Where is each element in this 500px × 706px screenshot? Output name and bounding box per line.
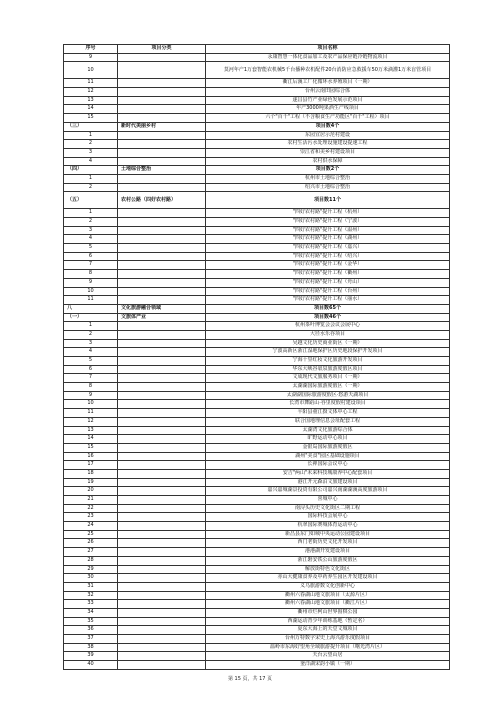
table-row — [64, 617, 450, 626]
table-row — [64, 426, 450, 435]
table-row — [64, 261, 450, 270]
serial-cell: 17 — [64, 461, 118, 470]
category-cell — [118, 218, 206, 227]
category-cell — [118, 339, 206, 348]
serial-cell: 22 — [64, 504, 118, 513]
table-row — [64, 556, 450, 565]
category-cell — [118, 652, 206, 661]
serial-cell: 8 — [64, 270, 118, 279]
category-cell — [118, 357, 206, 366]
category-cell — [118, 348, 206, 357]
table-row — [64, 643, 450, 652]
category-cell — [118, 79, 206, 88]
category-cell — [118, 478, 206, 487]
project-name-cell: "四好农村路"提升工程（衢州） — [206, 270, 450, 279]
project-name-cell: 莫河年产1万套智能农机械5千台播种农机配件20台消防应急救援车50万米滴灌1万米盲管项目 — [206, 62, 450, 79]
category-cell — [118, 565, 206, 574]
project-table — [63, 44, 450, 670]
project-name-cell: "四好农村路"提升工程（丽水） — [206, 296, 450, 305]
project-name-cell: 项目数4个 — [206, 122, 450, 131]
serial-cell: 14 — [64, 435, 118, 444]
serial-cell: 13 — [64, 426, 118, 435]
project-name-cell: "四好农村路"提升工程（嘉兴） — [206, 244, 450, 253]
serial-cell: 9 — [64, 391, 118, 400]
table-row — [64, 287, 450, 296]
serial-cell: （三） — [64, 122, 118, 131]
category-cell — [118, 426, 206, 435]
table-row — [64, 496, 450, 505]
serial-cell: 36 — [64, 626, 118, 635]
table-row — [64, 322, 450, 331]
category-cell — [118, 374, 206, 383]
project-name-cell: 大径水乐谷项目 — [206, 330, 450, 339]
table-row — [64, 174, 450, 183]
serial-cell: 37 — [64, 635, 118, 644]
serial-cell: （五） — [64, 192, 118, 209]
serial-cell: 11 — [64, 79, 118, 88]
serial-cell: 3 — [64, 226, 118, 235]
category-cell — [118, 522, 206, 531]
serial-cell: 38 — [64, 643, 118, 652]
serial-cell: 31 — [64, 582, 118, 591]
serial-cell: 9 — [64, 53, 118, 62]
header-project-name: 项目名称 — [206, 45, 450, 54]
project-name-cell: 项目数65个 — [206, 304, 450, 313]
project-name-cell: 西门老街历史文化开发项目 — [206, 539, 450, 548]
category-cell — [118, 530, 206, 539]
category-cell — [118, 365, 206, 374]
serial-cell: 2 — [64, 140, 118, 149]
table-row — [64, 461, 450, 470]
category-cell — [118, 400, 206, 409]
project-name-cell: 天台云望山居 — [206, 652, 450, 661]
category-cell — [118, 226, 206, 235]
category-cell — [118, 435, 206, 444]
category-cell — [118, 487, 206, 496]
project-name-cell: 夏东大海上的天堂文城项目 — [206, 626, 450, 635]
category-cell — [118, 148, 206, 157]
table-row — [64, 504, 450, 513]
table-row — [64, 131, 450, 140]
table-row — [64, 600, 450, 609]
serial-cell: 1 — [64, 131, 118, 140]
serial-cell: 12 — [64, 417, 118, 426]
project-name-cell: "四好农村路"提升工程（舟山） — [206, 278, 450, 287]
table-row — [64, 235, 450, 244]
table-row — [64, 105, 450, 114]
serial-cell: 11 — [64, 409, 118, 418]
project-name-cell: 文成现代文旅服务项目（一期） — [206, 374, 450, 383]
serial-cell: 20 — [64, 487, 118, 496]
category-cell — [118, 53, 206, 62]
project-name-cell: 港港湖开发建设项目 — [206, 548, 450, 557]
table-row — [64, 79, 450, 88]
serial-cell: 34 — [64, 608, 118, 617]
project-name-cell: 平阳县童江摄文体中心工程 — [206, 409, 450, 418]
category-cell — [118, 88, 206, 97]
serial-cell: 4 — [64, 157, 118, 166]
project-name-cell: 衢江后溪工厂化循环水养殖项目（一期） — [206, 79, 450, 88]
table-row — [64, 635, 450, 644]
category-cell — [118, 391, 206, 400]
category-cell — [118, 661, 206, 670]
table-row — [64, 330, 450, 339]
serial-cell: 8 — [64, 383, 118, 392]
serial-cell: 32 — [64, 591, 118, 600]
section-row — [64, 122, 450, 131]
table-row — [64, 62, 450, 79]
project-name-cell: 安吉"两山"未来科技城康养中心配套项目 — [206, 469, 450, 478]
category-cell — [118, 114, 206, 123]
table-row — [64, 591, 450, 600]
project-name-cell: 太湖湾文化旅游综合体 — [206, 426, 450, 435]
serial-cell: 10 — [64, 400, 118, 409]
category-cell — [118, 383, 206, 392]
serial-cell: 28 — [64, 556, 118, 565]
project-name-cell: 国际科技会展中心 — [206, 513, 450, 522]
project-name-cell: 农村生活污水处理设施建设提速工程 — [206, 140, 450, 149]
category-cell: 农村公路（四好农村路） — [118, 192, 206, 209]
project-name-cell: 新昌县东门如城中央运动公园建设项目 — [206, 530, 450, 539]
serial-cell: 3 — [64, 339, 118, 348]
table-row — [64, 339, 450, 348]
category-cell — [118, 62, 206, 79]
project-name-cell: 杭州茶叶博览会会议会展中心 — [206, 322, 450, 331]
project-name-cell: 长禅国际会议中心 — [206, 461, 450, 470]
category-cell — [118, 548, 206, 557]
project-name-cell: 联合国地理信息会址配套工程 — [206, 417, 450, 426]
project-name-cell: 喜城中心 — [206, 496, 450, 505]
table-row — [64, 391, 450, 400]
serial-cell: 5 — [64, 244, 118, 253]
category-cell — [118, 131, 206, 140]
header-category: 项目分类 — [118, 45, 206, 54]
serial-cell: 40 — [64, 661, 118, 670]
table-row — [64, 530, 450, 539]
table-row — [64, 409, 450, 418]
table-row — [64, 435, 450, 444]
project-name-cell: 东园宜居示范村建设 — [206, 131, 450, 140]
project-name-cell: 太湖湖国际旅游度假区（一期） — [206, 383, 450, 392]
table-row — [64, 88, 450, 97]
table-row — [64, 608, 450, 617]
category-cell — [118, 183, 206, 192]
serial-cell: 6 — [64, 365, 118, 374]
project-name-cell: "四好农村路"提升工程（台州） — [206, 287, 450, 296]
category-cell — [118, 140, 206, 149]
project-name-cell: 永康智慧一体化食品加工及农产品保应链冷链物流项目 — [206, 53, 450, 62]
section-row — [64, 313, 450, 322]
serial-cell: 30 — [64, 574, 118, 583]
serial-cell: 26 — [64, 539, 118, 548]
table-row — [64, 383, 450, 392]
project-name-cell: 赤山大健康食养及中药养生园区开发建设项目 — [206, 574, 450, 583]
serial-cell: 10 — [64, 62, 118, 79]
serial-cell: 18 — [64, 469, 118, 478]
category-cell — [118, 261, 206, 270]
project-name-cell: 湖州"美食"园区基础设施项目 — [206, 452, 450, 461]
serial-cell: 39 — [64, 652, 118, 661]
project-name-cell: 宁海十里红妆文化旅游开发项目 — [206, 357, 450, 366]
project-name-cell: 浙江磐安铁公山旅游度假区 — [206, 556, 450, 565]
table-row — [64, 548, 450, 557]
serial-cell: 14 — [64, 105, 118, 114]
table-header-row — [64, 45, 450, 54]
project-name-cell: 项目数2个 — [206, 166, 450, 175]
table-row — [64, 96, 450, 105]
category-cell — [118, 287, 206, 296]
category-cell — [118, 209, 206, 218]
serial-cell: 7 — [64, 261, 118, 270]
project-table-sheet — [63, 44, 449, 670]
serial-cell: 1 — [64, 174, 118, 183]
table-row — [64, 374, 450, 383]
project-name-cell: "四好农村路"提升工程（温州） — [206, 226, 450, 235]
project-name-cell: 旷野运动中心项目 — [206, 435, 450, 444]
table-row — [64, 417, 450, 426]
serial-cell: （四） — [64, 166, 118, 175]
category-cell — [118, 330, 206, 339]
table-row — [64, 244, 450, 253]
serial-cell: 35 — [64, 617, 118, 626]
project-name-cell: 华东大峡谷氡泉旅游度假区项目 — [206, 365, 450, 374]
table-row — [64, 565, 450, 574]
table-row — [64, 270, 450, 279]
category-cell — [118, 417, 206, 426]
table-row — [64, 652, 450, 661]
project-name-cell: 吴越文化历史商业街区（一期） — [206, 339, 450, 348]
table-row — [64, 478, 450, 487]
project-name-cell: 年产3000吨果酒生产线项目 — [206, 105, 450, 114]
table-row — [64, 226, 450, 235]
category-cell — [118, 235, 206, 244]
table-row — [64, 522, 450, 531]
serial-cell: 2 — [64, 330, 118, 339]
category-cell — [118, 443, 206, 452]
project-name-cell: "四好农村路"提升工程（绍兴） — [206, 252, 450, 261]
table-row — [64, 400, 450, 409]
project-name-cell: 太湖湖国际旅游度假区·悠游天湖项目 — [206, 391, 450, 400]
project-name-cell: 杭翠国际赛城体育运动中心 — [206, 522, 450, 531]
section-row — [64, 192, 450, 209]
category-cell — [118, 635, 206, 644]
category-cell — [118, 539, 206, 548]
serial-cell: 15 — [64, 443, 118, 452]
category-cell — [118, 608, 206, 617]
category-cell: 文化旅游融合领域 — [118, 304, 206, 313]
project-name-cell: "四好农村路"提升工程（杭州） — [206, 209, 450, 218]
category-cell: 土地综合整治 — [118, 166, 206, 175]
project-name-cell: 农村供水保障 — [206, 157, 450, 166]
category-cell — [118, 174, 206, 183]
category-cell — [118, 252, 206, 261]
project-name-cell: 义乌旅游数文化创新中心 — [206, 582, 450, 591]
category-cell — [118, 270, 206, 279]
table-row — [64, 140, 450, 149]
serial-cell: 4 — [64, 348, 118, 357]
project-name-cell: "四好农村路"提升工程（金华） — [206, 261, 450, 270]
table-row — [64, 218, 450, 227]
category-cell — [118, 582, 206, 591]
table-row — [64, 53, 450, 62]
serial-cell: 7 — [64, 374, 118, 383]
serial-cell: 1 — [64, 322, 118, 331]
category-cell — [118, 600, 206, 609]
project-name-cell: "四好农村路"提升工程（宁波） — [206, 218, 450, 227]
header-serial: 序号 — [64, 45, 118, 54]
table-row — [64, 539, 450, 548]
category-cell — [118, 244, 206, 253]
category-cell — [118, 96, 206, 105]
project-name-cell: 金银岛国际旅游度假区 — [206, 443, 450, 452]
project-name-cell: 遂昌县竹产业绿色发展示范项目 — [206, 96, 450, 105]
project-name-cell: 衢州六春湖山地文旅项目（太源片区） — [206, 591, 450, 600]
serial-cell: 10 — [64, 287, 118, 296]
category-cell — [118, 617, 206, 626]
project-name-cell: 台州万特数字宋史上海兴游乐度假项目 — [206, 635, 450, 644]
project-name-cell: 六个"百千"工程（不含粮食生产功能区"百千"工程）项目 — [206, 114, 450, 123]
serial-cell: 11 — [64, 296, 118, 305]
serial-cell: 9 — [64, 278, 118, 287]
category-cell — [118, 469, 206, 478]
table-row — [64, 183, 450, 192]
serial-cell: 1 — [64, 209, 118, 218]
category-cell — [118, 409, 206, 418]
category-cell — [118, 574, 206, 583]
project-name-cell: 崇江省和美乡村建设项目 — [206, 148, 450, 157]
table-row — [64, 348, 450, 357]
project-name-cell: 南浔头历史文化街区二期工程 — [206, 504, 450, 513]
project-name-cell: 衢州市烂柯山世界围棋公园 — [206, 608, 450, 617]
table-row — [64, 469, 450, 478]
serial-cell: 6 — [64, 252, 118, 261]
category-cell — [118, 452, 206, 461]
category-cell — [118, 556, 206, 565]
table-row — [64, 661, 450, 670]
serial-cell: 八 — [64, 304, 118, 313]
serial-cell: 15 — [64, 114, 118, 123]
project-name-cell: 项目数46个 — [206, 313, 450, 322]
serial-cell: 24 — [64, 522, 118, 531]
project-name-cell: 台州云南田园综合体 — [206, 88, 450, 97]
table-body — [64, 53, 450, 669]
table-row — [64, 148, 450, 157]
project-name-cell: 温岭市东海好望角全域旅游提升项目（曙光湾片区） — [206, 643, 450, 652]
table-row — [64, 357, 450, 366]
table-row — [64, 487, 450, 496]
table-row — [64, 582, 450, 591]
table-row — [64, 278, 450, 287]
serial-cell: 25 — [64, 530, 118, 539]
serial-cell: 4 — [64, 235, 118, 244]
category-cell — [118, 157, 206, 166]
serial-cell: 29 — [64, 565, 118, 574]
section-row — [64, 304, 450, 313]
project-name-cell: 西湖运动青少年训练基地（暂定名） — [206, 617, 450, 626]
table-row — [64, 114, 450, 123]
category-cell — [118, 461, 206, 470]
project-name-cell: 绍兴市土地综合整治 — [206, 183, 450, 192]
project-name-cell: 项目数11个 — [206, 192, 450, 209]
table-row — [64, 296, 450, 305]
category-cell — [118, 513, 206, 522]
table-row — [64, 443, 450, 452]
project-name-cell: "四好农村路"提升工程（湖州） — [206, 235, 450, 244]
category-cell — [118, 591, 206, 600]
serial-cell: （一） — [64, 313, 118, 322]
project-name-cell: 釜洋湖宋韵小镇（一期） — [206, 661, 450, 670]
page-footer: 第 15 页，共 17 页 — [227, 676, 273, 682]
serial-cell: 13 — [64, 96, 118, 105]
section-row — [64, 166, 450, 175]
serial-cell: 19 — [64, 478, 118, 487]
serial-cell: 3 — [64, 148, 118, 157]
serial-cell: 12 — [64, 88, 118, 97]
table-row — [64, 574, 450, 583]
table-row — [64, 365, 450, 374]
table-row — [64, 626, 450, 635]
project-name-cell: 解放街特色文化街区 — [206, 565, 450, 574]
serial-cell: 2 — [64, 183, 118, 192]
table-row — [64, 157, 450, 166]
category-cell — [118, 278, 206, 287]
category-cell: 新时代美丽乡村 — [118, 122, 206, 131]
project-name-cell: 长湾市舞蹈山·谷里度假村建设项目 — [206, 400, 450, 409]
category-cell — [118, 296, 206, 305]
serial-cell: 21 — [64, 496, 118, 505]
serial-cell: 16 — [64, 452, 118, 461]
category-cell — [118, 504, 206, 513]
serial-cell: 2 — [64, 218, 118, 227]
table-row — [64, 209, 450, 218]
category-cell — [118, 643, 206, 652]
serial-cell: 33 — [64, 600, 118, 609]
serial-cell: 27 — [64, 548, 118, 557]
table-row — [64, 252, 450, 261]
project-name-cell: 港江开元森泊文旅建设项目 — [206, 478, 450, 487]
project-name-cell: 杭州市土地综合整治 — [206, 174, 450, 183]
project-name-cell: 衢州六春湖山地文旅项目（衢江片区） — [206, 600, 450, 609]
serial-cell: 23 — [64, 513, 118, 522]
category-cell: 文旅体产业 — [118, 313, 206, 322]
project-name-cell: 宁波高新区浙江湿地保护区历史地段保护开发项目 — [206, 348, 450, 357]
category-cell — [118, 496, 206, 505]
table-row — [64, 452, 450, 461]
category-cell — [118, 105, 206, 114]
serial-cell: 5 — [64, 357, 118, 366]
category-cell — [118, 322, 206, 331]
table-row — [64, 513, 450, 522]
project-name-cell: 嘉兴嘉城湖景投资有限公司嘉兴南湖湖溪高度旅游项目 — [206, 487, 450, 496]
category-cell — [118, 626, 206, 635]
